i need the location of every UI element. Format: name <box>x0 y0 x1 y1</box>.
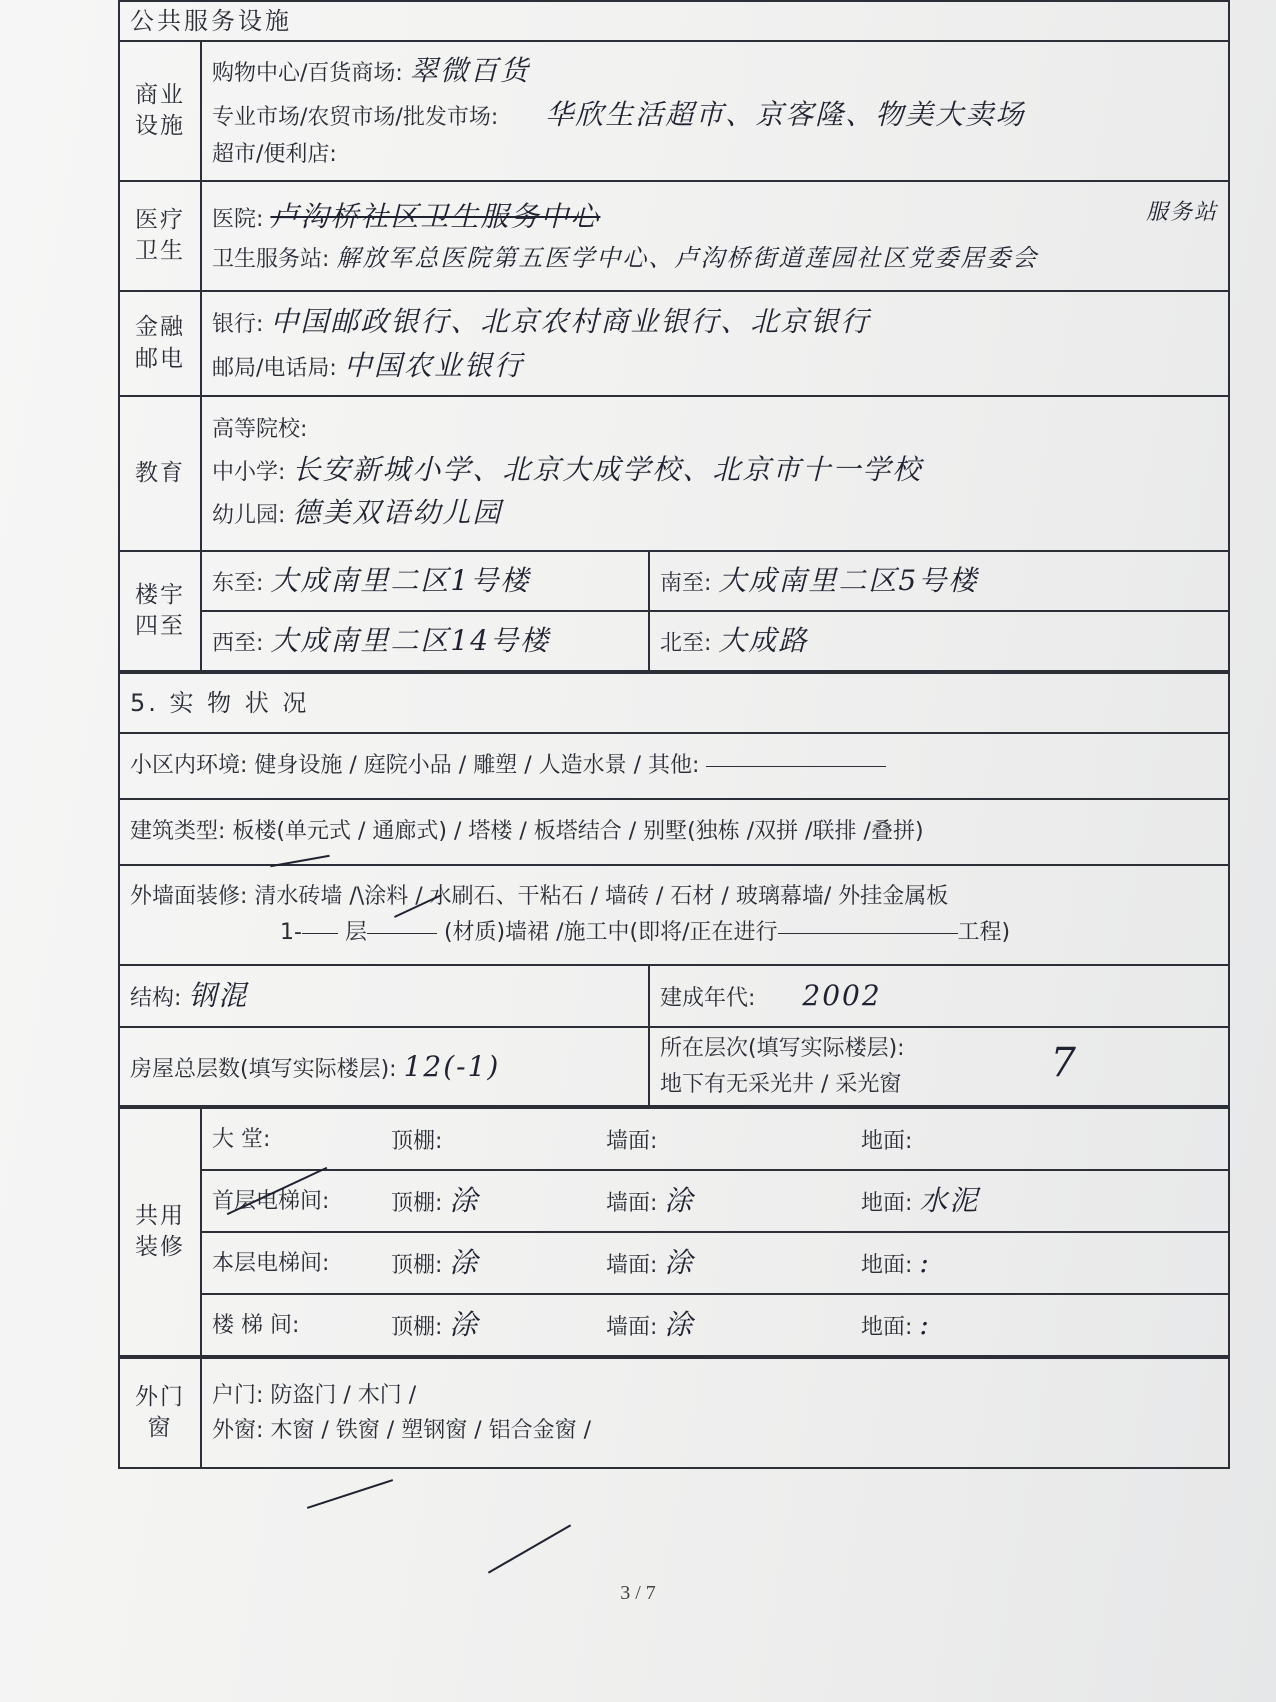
shared-row-wall <box>596 1294 851 1356</box>
ceiling-label: 顶棚: <box>391 1253 443 1279</box>
year-cell <box>649 965 1229 1027</box>
doors-windows-cell <box>201 1358 1229 1468</box>
bank-value: 中国邮政银行、北京农村商业银行、北京银行 <box>270 304 871 338</box>
facade-line2-c: (材质)墙裙 /施工中(即将/正在进行 <box>443 920 778 945</box>
shared-row-ceiling <box>381 1108 596 1170</box>
hospital-value: 卢沟桥社区卫生服务中心 <box>270 199 601 233</box>
south-value: 大成南里二区5号楼 <box>718 564 979 598</box>
category-doors-windows: 外门窗 <box>119 1358 201 1468</box>
mall-label: 购物中心/百货商场: <box>212 61 403 87</box>
shared-row-wall <box>596 1170 851 1232</box>
facade-project-blank <box>778 932 958 934</box>
school-value: 长安新城小学、北京大成学校、北京市十一学校 <box>292 452 923 486</box>
ceiling-label: 顶棚: <box>391 1315 443 1341</box>
category-education: 教育 <box>119 396 201 551</box>
ceiling-value: 涂 <box>449 1246 480 1280</box>
category-boundary: 楼宇四至 <box>119 551 201 671</box>
facade-line2-a: 1- <box>280 920 302 945</box>
located-floor-label: 所在层次(填写实际楼层): <box>660 1036 905 1061</box>
door-text: 户门: 防盗门 / 木门 / <box>212 1382 417 1408</box>
shared-row-ceiling <box>381 1170 596 1232</box>
wall-value: 涂 <box>664 1246 695 1280</box>
facade-line2-d: 工程) <box>957 920 1011 945</box>
commercial-cell <box>201 41 1229 181</box>
shared-row-place: 大 堂: <box>201 1108 381 1170</box>
shared-row-ceiling <box>381 1294 596 1356</box>
clinic-label: 卫生服务站: <box>212 246 330 272</box>
section-title-public: 公共服务设施 <box>119 1 1229 41</box>
floor-label: 地面: <box>861 1253 913 1279</box>
floor-label: 地面: <box>861 1315 913 1341</box>
market-label: 专业市场/农贸市场/批发市场: <box>212 105 499 131</box>
shared-row-place: 楼 梯 间: <box>201 1294 381 1356</box>
shared-row-floor <box>851 1232 1229 1294</box>
west-cell <box>201 611 649 671</box>
north-label: 北至: <box>660 631 712 657</box>
environment-text: 小区内环境: 健身设施 / 庭院小品 / 雕塑 / 人造水景 / 其他: <box>130 753 700 779</box>
physical-condition-table <box>118 672 1230 1107</box>
clinic-value: 解放军总医院第五医学中心、卢沟桥街道莲园社区党委居委会 <box>336 243 1039 272</box>
kinder-value: 德美双语幼儿园 <box>292 496 503 530</box>
shared-row-wall <box>596 1108 851 1170</box>
bank-label: 银行: <box>212 311 264 337</box>
mall-value: 翠微百货 <box>409 54 530 88</box>
wall-value: 涂 <box>664 1308 695 1342</box>
ceiling-label: 顶棚: <box>391 1191 443 1217</box>
school-label: 中小学: <box>212 459 286 485</box>
hospital-label: 医院: <box>212 206 264 232</box>
finance-cell <box>201 291 1229 396</box>
structure-value: 钢混 <box>188 979 249 1013</box>
year-label: 建成年代: <box>660 986 756 1012</box>
page-number: 3 / 7 <box>620 1582 656 1604</box>
located-floor-cell <box>649 1027 1229 1106</box>
facade-floor-to-blank <box>367 932 437 934</box>
south-label: 南至: <box>660 571 712 597</box>
floor-label: 地面: <box>861 1191 913 1217</box>
facade-line2-b: 层 <box>344 920 367 945</box>
category-shared: 共用装修 <box>119 1108 201 1356</box>
facade-floor-from-blank <box>302 932 338 934</box>
category-finance: 金融邮电 <box>119 291 201 396</box>
public-services-table <box>118 0 1230 672</box>
shared-decoration-table <box>118 1107 1230 1357</box>
shared-row-floor <box>851 1108 1229 1170</box>
ceiling-label: 顶棚: <box>391 1129 443 1155</box>
shared-row-place: 首层电梯间: <box>201 1170 381 1232</box>
hospital-note: 服务站 <box>1146 199 1219 225</box>
skylight-label: 地下有无采光井 / 采光窗 <box>660 1071 902 1097</box>
ceiling-value: 涂 <box>449 1308 480 1342</box>
structure-cell <box>119 965 649 1027</box>
college-label: 高等院校: <box>212 416 308 442</box>
east-label: 东至: <box>212 571 264 597</box>
west-label: 西至: <box>212 631 264 657</box>
supermarket-label: 超市/便利店: <box>212 141 337 167</box>
shared-row-wall <box>596 1232 851 1294</box>
shared-row-floor <box>851 1294 1229 1356</box>
wall-label: 墙面: <box>606 1253 658 1279</box>
facade-line1: 外墙面装修: 清水砖墙 /\涂料 / 水刷石、干粘石 / 墙砖 / 石材 / 玻璃幕墙/ 外挂金属板 <box>130 884 949 910</box>
shared-row-floor <box>851 1170 1229 1232</box>
wall-label: 墙面: <box>606 1129 658 1155</box>
total-floors-label: 房屋总层数(填写实际楼层): <box>130 1056 397 1082</box>
west-value: 大成南里二区14号楼 <box>270 624 551 658</box>
category-commercial: 商业设施 <box>119 41 201 181</box>
structure-label: 结构: <box>130 986 182 1012</box>
medical-cell <box>201 181 1229 291</box>
floor-value: : <box>919 1246 931 1280</box>
category-medical: 医疗卫生 <box>119 181 201 291</box>
wall-label: 墙面: <box>606 1191 658 1217</box>
environment-row <box>119 733 1229 799</box>
floor-label: 地面: <box>861 1129 913 1155</box>
education-cell <box>201 396 1229 551</box>
form-sheet <box>118 0 1228 1469</box>
section-title-physical: 5. 实 物 状 况 <box>119 673 1229 733</box>
environment-other-blank <box>706 765 886 767</box>
located-floor-value: 7 <box>1050 1040 1078 1086</box>
wall-value: 涂 <box>664 1184 695 1218</box>
year-value: 2002 <box>802 979 882 1013</box>
window-text: 外窗: 木窗 / 铁窗 / 塑钢窗 / 铝合金窗 / <box>212 1418 592 1444</box>
total-floors-cell <box>119 1027 649 1106</box>
post-label: 邮局/电话局: <box>212 355 337 381</box>
total-floors-value: 12(-1) <box>403 1049 501 1083</box>
post-value: 中国农业银行 <box>343 348 524 382</box>
building-type-text: 建筑类型: 板楼(单元式 / 通廊式) / 塔楼 / 板塔结合 / 别墅(独栋 /双拼 /联排 /叠拼) <box>130 819 924 845</box>
floor-value: : <box>919 1308 931 1342</box>
east-cell <box>201 551 649 611</box>
kinder-label: 幼儿园: <box>212 503 286 529</box>
north-cell <box>649 611 1229 671</box>
floor-value: 水泥 <box>919 1184 980 1218</box>
east-value: 大成南里二区1号楼 <box>270 564 531 598</box>
facade-row <box>119 865 1229 965</box>
shared-row-place: 本层电梯间: <box>201 1232 381 1294</box>
building-type-row <box>119 799 1229 865</box>
ceiling-value: 涂 <box>449 1184 480 1218</box>
market-value: 华欣生活超市、京客隆、物美大卖场 <box>545 98 1026 132</box>
doors-windows-table <box>118 1357 1230 1469</box>
north-value: 大成路 <box>718 624 809 658</box>
south-cell <box>649 551 1229 611</box>
wall-label: 墙面: <box>606 1315 658 1341</box>
shared-row-ceiling <box>381 1232 596 1294</box>
